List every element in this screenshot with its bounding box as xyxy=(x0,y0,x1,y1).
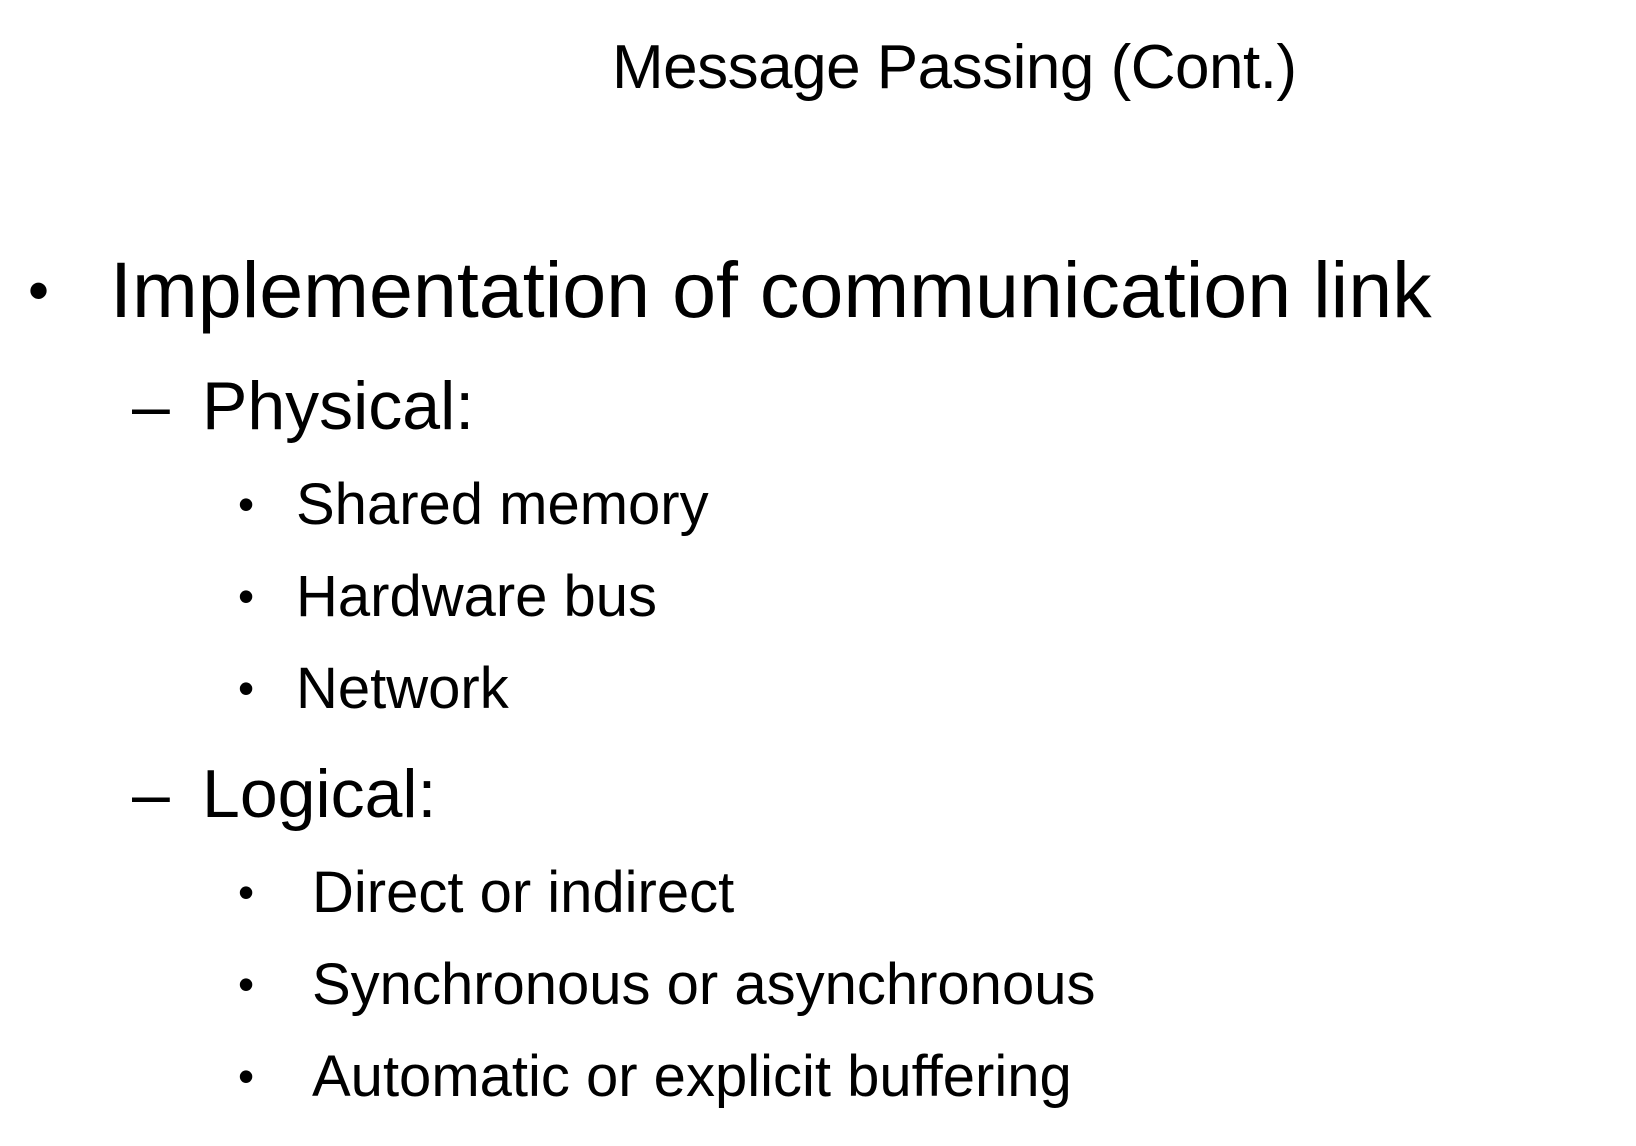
bullet-dot-icon: • xyxy=(238,570,255,622)
section-logical xyxy=(132,752,436,836)
bullet-dot-icon: • xyxy=(238,958,255,1010)
list-item-text: Automatic or explicit buffering xyxy=(312,1044,1072,1109)
list-item xyxy=(238,652,509,725)
list-item xyxy=(238,948,1095,1021)
list-item-text: Shared memory xyxy=(296,472,709,537)
list-item xyxy=(238,1040,1072,1113)
main-bullet-text: Implementation of communication link xyxy=(110,245,1432,334)
section-heading-physical: Physical: xyxy=(202,368,475,444)
bullet-dot-icon: • xyxy=(238,866,255,918)
dash-icon: – xyxy=(132,756,170,832)
list-item xyxy=(238,468,709,541)
bullet-dot-icon: • xyxy=(238,478,255,530)
bullet-dot-icon: • xyxy=(238,662,255,714)
slide-title: Message Passing (Cont.) xyxy=(612,33,1297,102)
list-item xyxy=(238,560,657,633)
list-item-text: Network xyxy=(296,656,509,721)
section-physical xyxy=(132,364,474,448)
list-item-text: Hardware bus xyxy=(296,564,658,629)
list-item-text: Synchronous or asynchronous xyxy=(312,952,1096,1017)
list-item xyxy=(238,856,734,929)
section-heading-logical: Logical: xyxy=(202,756,437,832)
dash-icon: – xyxy=(132,368,170,444)
bullet-dot-icon: • xyxy=(238,1050,255,1102)
list-item-text: Direct or indirect xyxy=(312,860,735,925)
main-bullet-point xyxy=(28,240,1432,341)
bullet-dot-icon: • xyxy=(28,257,50,324)
